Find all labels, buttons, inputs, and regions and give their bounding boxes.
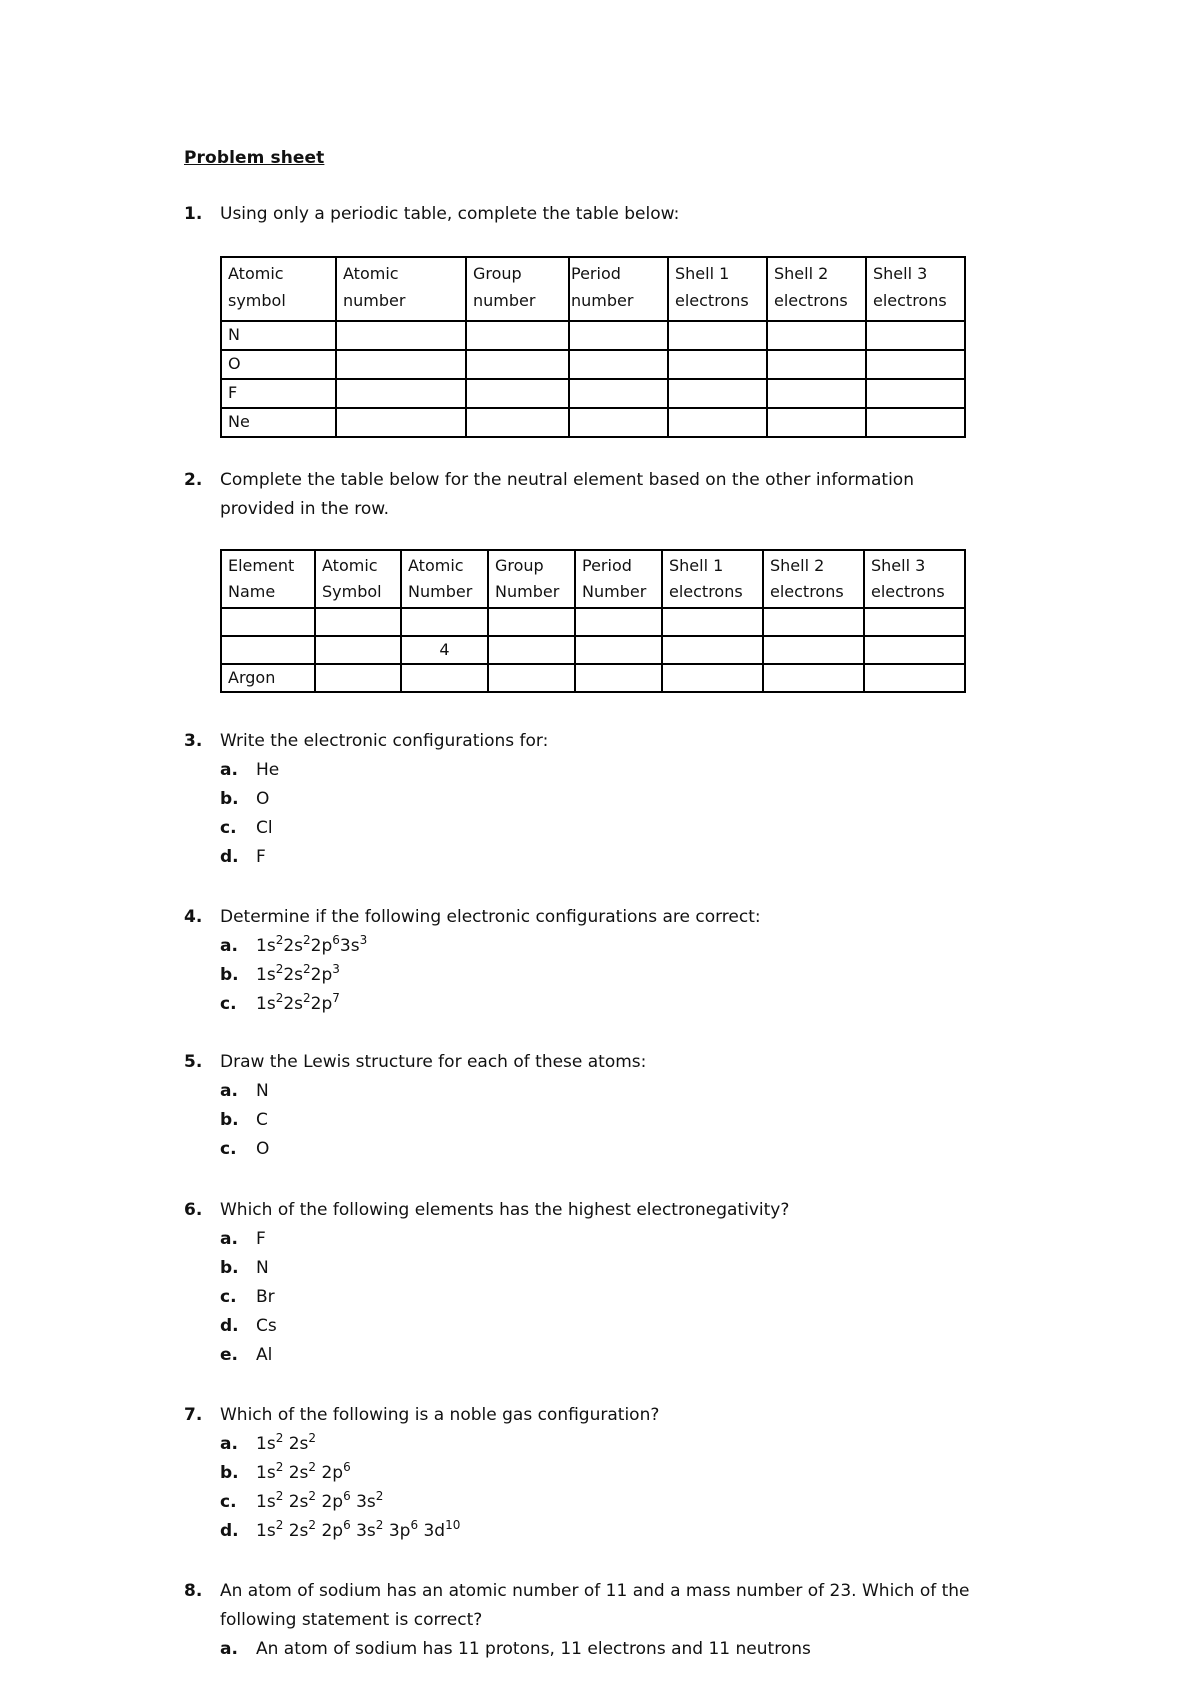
option-list (220, 1225, 1020, 1370)
element-name-cell: Argon (221, 664, 315, 692)
option-letter: b. (220, 1110, 239, 1130)
option-letter: a. (220, 1434, 238, 1454)
option-text: He (256, 760, 280, 780)
answer-cell[interactable] (662, 664, 763, 692)
symbol-cell: O (221, 350, 336, 379)
answer-cell[interactable] (864, 636, 965, 664)
answer-cell[interactable] (315, 636, 401, 664)
answer-cell[interactable] (221, 608, 315, 636)
table-row (221, 321, 965, 350)
answer-cell[interactable] (575, 636, 662, 664)
question-number: 4. (184, 907, 203, 927)
question-text: Which of the following is a noble gas configuration? (220, 1405, 660, 1425)
answer-cell[interactable] (864, 664, 965, 692)
answer-cell[interactable] (763, 664, 864, 692)
answer-cell[interactable] (336, 350, 466, 379)
answer-cell[interactable] (336, 408, 466, 437)
answer-cell[interactable] (569, 350, 668, 379)
answer-cell[interactable] (569, 379, 668, 408)
question-5 (184, 1048, 1020, 1164)
question-3 (184, 727, 1020, 872)
answer-cell[interactable] (575, 608, 662, 636)
configuration-text: $1s^2$ $2s^2$ (256, 1431, 317, 1454)
option-letter: a. (220, 936, 238, 956)
list-item (220, 1283, 1020, 1312)
table-header-row (221, 257, 965, 321)
answer-cell[interactable] (866, 321, 965, 350)
table-row (221, 664, 965, 692)
table-row (221, 379, 965, 408)
option-letter: a. (220, 1229, 238, 1249)
header-cell: Period number (569, 257, 668, 321)
question-text: Which of the following elements has the highest electronegativity? (220, 1200, 790, 1220)
question-number: 3. (184, 731, 203, 751)
list-item (220, 1488, 1020, 1517)
answer-cell[interactable] (668, 350, 767, 379)
answer-cell[interactable] (569, 408, 668, 437)
element-table-1 (220, 256, 966, 438)
configuration-text: $1s^2$ $2s^2$ $2p^6$ $3s^2$ $3p^6$ $3d^{10}$ (256, 1518, 461, 1541)
header-cell: Element Name (221, 550, 315, 608)
list-item (220, 990, 1020, 1019)
option-text: C (256, 1110, 268, 1130)
answer-cell[interactable] (763, 636, 864, 664)
question-7 (184, 1401, 1020, 1546)
page-title: Problem sheet (184, 148, 325, 168)
answer-cell[interactable] (488, 636, 575, 664)
option-text: F (256, 1229, 266, 1249)
answer-cell[interactable] (315, 608, 401, 636)
answer-cell[interactable] (336, 321, 466, 350)
configuration-text: $1s^22s^22p^63s^3$ (256, 933, 368, 956)
answer-cell[interactable] (866, 350, 965, 379)
question-number: 1. (184, 204, 203, 224)
option-letter: d. (220, 1521, 239, 1541)
list-item (220, 932, 1020, 961)
question-text: Using only a periodic table, complete the table below: (220, 204, 680, 224)
option-list (220, 1077, 1020, 1164)
atomic-number-cell: 4 (401, 636, 488, 664)
answer-cell[interactable] (466, 350, 569, 379)
question-text: Draw the Lewis structure for each of these atoms: (220, 1052, 647, 1072)
answer-cell[interactable] (668, 379, 767, 408)
option-letter: c. (220, 1287, 237, 1307)
option-letter: d. (220, 1316, 239, 1336)
option-letter: b. (220, 789, 239, 809)
table-row (221, 608, 965, 636)
list-item (220, 1341, 1020, 1370)
answer-cell[interactable] (575, 664, 662, 692)
answer-cell[interactable] (866, 379, 965, 408)
answer-cell[interactable] (569, 321, 668, 350)
table-row (221, 350, 965, 379)
header-cell: Shell 1 electrons (662, 550, 763, 608)
list-item (220, 1430, 1020, 1459)
header-cell: Group number (466, 257, 569, 321)
list-item (220, 1106, 1020, 1135)
list-item (220, 1312, 1020, 1341)
header-cell: Atomic symbol (221, 257, 336, 321)
element-table-2 (220, 549, 966, 693)
table-row (221, 636, 965, 664)
option-text: Cs (256, 1316, 277, 1336)
question-number: 8. (184, 1581, 203, 1601)
question-text: Determine if the following electronic configurations are correct: (220, 907, 761, 927)
option-text: Cl (256, 818, 273, 838)
option-letter: c. (220, 994, 237, 1014)
configuration-text: $1s^22s^22p^3$ (256, 962, 340, 985)
answer-cell[interactable] (767, 350, 866, 379)
option-letter: a. (220, 1639, 238, 1659)
option-letter: a. (220, 760, 238, 780)
answer-cell[interactable] (662, 636, 763, 664)
question-number: 6. (184, 1200, 203, 1220)
symbol-cell: Ne (221, 408, 336, 437)
answer-cell[interactable] (466, 408, 569, 437)
list-item (220, 756, 1020, 785)
answer-cell[interactable] (401, 664, 488, 692)
answer-cell[interactable] (315, 664, 401, 692)
list-item (220, 1225, 1020, 1254)
answer-cell[interactable] (466, 321, 569, 350)
option-text: Al (256, 1345, 273, 1365)
option-list (220, 932, 1020, 1019)
header-cell: Shell 2 electrons (763, 550, 864, 608)
option-letter: c. (220, 1139, 237, 1159)
header-cell: Atomic Symbol (315, 550, 401, 608)
table-header-row (221, 550, 965, 608)
option-letter: a. (220, 1081, 238, 1101)
question-number: 2. (184, 470, 203, 490)
header-cell: Shell 3 electrons (866, 257, 965, 321)
header-cell: Shell 2 electrons (767, 257, 866, 321)
question-number: 5. (184, 1052, 203, 1072)
header-cell: Shell 3 electrons (864, 550, 965, 608)
header-cell: Shell 1 electrons (668, 257, 767, 321)
question-text: Complete the table below for the neutral element based on the other information provided in the row. (220, 470, 914, 519)
question-4 (184, 903, 1020, 1019)
option-list (220, 756, 1020, 872)
configuration-text: $1s^22s^22p^7$ (256, 991, 340, 1014)
header-cell: Atomic Number (401, 550, 488, 608)
option-text: N (256, 1258, 269, 1278)
list-item (220, 843, 1020, 872)
answer-cell[interactable] (336, 379, 466, 408)
option-letter: c. (220, 818, 237, 838)
answer-cell[interactable] (668, 408, 767, 437)
option-letter: c. (220, 1492, 237, 1512)
answer-cell[interactable] (767, 321, 866, 350)
answer-cell[interactable] (488, 608, 575, 636)
symbol-cell: N (221, 321, 336, 350)
list-item (220, 1135, 1020, 1164)
answer-cell[interactable] (668, 321, 767, 350)
option-text: F (256, 847, 266, 867)
header-cell: Group Number (488, 550, 575, 608)
option-text: An atom of sodium has 11 protons, 11 electrons and 11 neutrons (256, 1639, 811, 1659)
option-letter: e. (220, 1345, 238, 1365)
list-item (220, 785, 1020, 814)
answer-cell[interactable] (763, 608, 864, 636)
list-item (220, 1254, 1020, 1283)
option-letter: b. (220, 965, 239, 985)
option-text: Br (256, 1287, 275, 1307)
question-6 (184, 1196, 1020, 1370)
list-item (220, 1635, 1000, 1664)
answer-cell[interactable] (401, 608, 488, 636)
answer-cell[interactable] (864, 608, 965, 636)
option-letter: b. (220, 1463, 239, 1483)
symbol-cell: F (221, 379, 336, 408)
option-list (220, 1430, 1020, 1546)
header-cell: Period Number (575, 550, 662, 608)
list-item (220, 814, 1020, 843)
option-text: O (256, 789, 270, 809)
list-item (220, 1459, 1020, 1488)
answer-cell[interactable] (767, 379, 866, 408)
option-text: N (256, 1081, 269, 1101)
option-letter: d. (220, 847, 239, 867)
answer-cell[interactable] (662, 608, 763, 636)
question-text: Write the electronic configurations for: (220, 731, 549, 751)
configuration-text: $1s^2$ $2s^2$ $2p^6$ (256, 1460, 351, 1483)
option-letter: b. (220, 1258, 239, 1278)
question-8 (184, 1577, 1000, 1664)
configuration-text: $1s^2$ $2s^2$ $2p^6$ $3s^2$ (256, 1489, 384, 1512)
question-number: 7. (184, 1405, 203, 1425)
list-item (220, 1077, 1020, 1106)
answer-cell[interactable] (466, 379, 569, 408)
table-row (221, 408, 965, 437)
question-1 (184, 200, 1020, 229)
answer-cell[interactable] (221, 636, 315, 664)
list-item (220, 961, 1020, 990)
answer-cell[interactable] (767, 408, 866, 437)
question-2 (184, 466, 980, 524)
list-item (220, 1517, 1020, 1546)
option-list (220, 1635, 1000, 1664)
question-text: An atom of sodium has an atomic number of 11 and a mass number of 23. Which of the following statement is correct? (220, 1581, 970, 1630)
header-cell: Atomic number (336, 257, 466, 321)
option-text: O (256, 1139, 270, 1159)
answer-cell[interactable] (488, 664, 575, 692)
answer-cell[interactable] (866, 408, 965, 437)
